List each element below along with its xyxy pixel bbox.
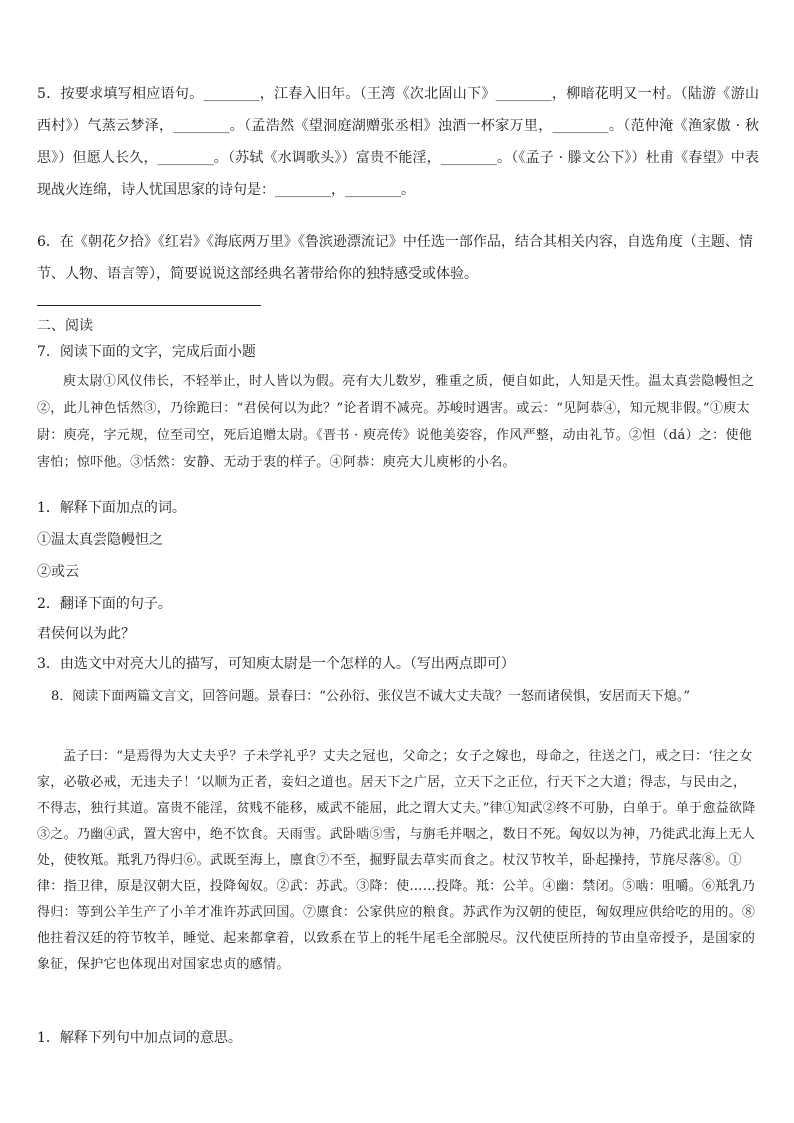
question-8-passage: 孟子曰：“是焉得为大丈夫乎？子未学礼乎？丈夫之冠也，父命之；女子之嫁也，母命之，往送之门，戒之曰：‘往之女家，必敬必戒，无违夫子！’以顺为正者，妾妇之道也。居天下之广居，立天下之正位，行天下之大道；得志，与民由之，不得志，独行其道。富贵不能淫，贫贱不能移，威武不能屈，此之谓大丈夫。”律①知武②终不可胁，白单于。单于愈益欲降③之。乃幽④武，置大窖中，绝不饮食。天雨雪。武卧啮⑤雪，与旃毛并咽之，数日不死。匈奴以为神，乃徙武北海上无人处，使牧羝。羝乳乃得归⑥。武既至海上，廪食⑦不至，掘野鼠去草实而食之。杖汉节牧羊，卧起操持，节旄尽落⑧。①律：指卫律，原是汉朝大臣，投降匈奴。②武：苏武。③降：使……投降。羝：公羊。④幽：禁闭。⑤啮：咀嚼。⑥羝乳乃得归：等到公羊生产了小羊才准许苏武回国。⑦廪食：公家供应的粮食。苏武作为汉朝的使臣，匈奴理应供给吃的用的。⑧他拄着汉廷的符节牧羊，睡觉、起来都拿着，以致系在节上的牦牛尾毛全部脱尽。汉代使臣所持的节由皇帝授予，是国家的象征，保护它也体现出对国家忠贞的感情。 bbox=[37, 749, 756, 972]
question-7-sub-2-sentence: 君侯何以为此？ bbox=[37, 626, 135, 642]
question-7-sub-2: 2．翻译下面的句子。 bbox=[37, 596, 172, 612]
question-6-classic-reading: 6．在《朝花夕拾》《红岩》《海底两万里》《鲁滨逊漂流记》中任选一部作品，结合其相关内容，自选角度（主题、情节、人物、语言等），简要说说这部经典名著带给你的独特感受或体验。 bbox=[37, 234, 753, 282]
question-7-passage: 庾太尉①风仪伟长，不轻举止，时人皆以为假。亮有大儿数岁，雅重之质，便自如此，人知是天性。温太真尝隐幔怛之②，此儿神色恬然③，乃徐跪曰：“君侯何以为此？”论者谓不减亮。苏峻时遇害。或云：“见阿恭④，知元规非假。”①庾太尉：庾亮，字元规，位至司空，死后追赠太尉。《晋书 · 庾亮传》说他美姿容，作风严整，动由礼节。②怛（dá）之：使他害怕；惊吓他。③恬然：安静、无动于衷的样子。④阿恭：庾亮大儿庾彬的小名。 bbox=[37, 374, 755, 470]
question-7-title: 7．阅读下面的文字，完成后面小题 bbox=[37, 344, 256, 360]
question-5-fill-in: 5．按要求填写相应语句。________，江春入旧年。（王湾《次北固山下》________，柳暗花明又一村。（陆游《游山西村》）气蒸云梦泽，________。（孟浩然《望洞庭湖赠张丞相》浊酒一杯家万里，________。（范仲淹《渔家傲 · 秋思》）但愿人长久，________。（苏轼《水调歌头》）富贵不能淫，________。（《孟子 · 滕文公下》）杜甫《春望》中表现战火连绵，诗人忧国思家的诗句是：________，________。 bbox=[37, 86, 759, 198]
section-title-reading: 二、阅读 bbox=[37, 318, 93, 334]
question-7-sub-1-item-a: ①温太真尝隐幔怛之 bbox=[37, 532, 163, 548]
question-7-sub-1-item-b: ②或云 bbox=[37, 564, 79, 580]
question-8-sub-1: 1．解释下列句中加点词的意思。 bbox=[37, 1030, 242, 1046]
question-7-sub-3: 3．由选文中对亮大儿的描写，可知庾太尉是一个怎样的人。（写出两点即可） bbox=[37, 656, 515, 672]
question-8-title: 8．阅读下面两篇文言文，回答问题。景春曰：“公孙衍、张仪岂不诚大丈夫哉？一怒而诸侯惧，安居而天下熄。” bbox=[51, 689, 691, 704]
answer-line bbox=[37, 305, 261, 306]
question-7-sub-1: 1．解释下面加点的词。 bbox=[37, 500, 186, 516]
